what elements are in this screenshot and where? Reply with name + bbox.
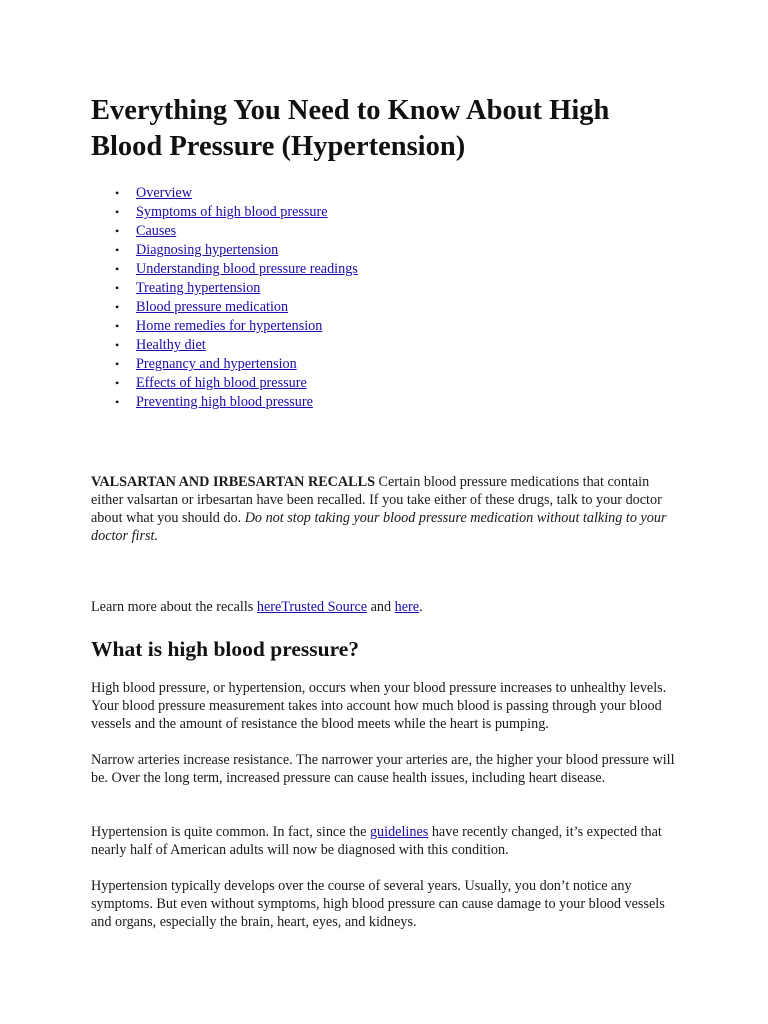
- toc-item-pregnancy: [91, 355, 651, 374]
- table-of-contents: [91, 184, 651, 412]
- learn-more-paragraph: [91, 598, 681, 616]
- bullet-icon: •: [115, 395, 120, 409]
- toc-item-preventing: [91, 393, 651, 412]
- guidelines-link[interactable]: guidelines: [369, 824, 429, 840]
- toc-link-home-remedies[interactable]: Home remedies for hypertension: [136, 318, 323, 334]
- learn-more-prefix: Learn more about the recalls: [91, 599, 257, 615]
- bullet-icon: •: [115, 281, 120, 295]
- toc-item-causes: [91, 222, 651, 241]
- toc-item-home-remedies: [91, 317, 651, 336]
- toc-item-readings: [91, 260, 651, 279]
- section-heading: What is high blood pressure?: [91, 637, 360, 661]
- toc-link-medication[interactable]: Blood pressure medication: [136, 299, 289, 315]
- toc-link-pregnancy[interactable]: Pregnancy and hypertension: [136, 356, 297, 372]
- bullet-icon: •: [115, 357, 120, 371]
- paragraph-arteries: Narrow arteries increase resistance. The narrower your arteries are, the higher your blood pressure will be. Over the long term, increased pressure can cause health issues, including heart disease.: [91, 752, 675, 786]
- recall-notice: [91, 473, 681, 545]
- toc-link-effects[interactable]: Effects of high blood pressure: [136, 375, 307, 391]
- toc-link-overview[interactable]: Overview: [136, 185, 192, 201]
- p3-text-before: Hypertension is quite common. In fact, since the: [91, 824, 370, 840]
- toc-item-overview: [91, 184, 651, 203]
- toc-link-preventing[interactable]: Preventing high blood pressure: [136, 394, 313, 410]
- bullet-icon: •: [115, 300, 120, 314]
- recall-link-here-2[interactable]: here: [394, 599, 420, 615]
- toc-link-diet[interactable]: Healthy diet: [136, 337, 206, 353]
- bullet-icon: •: [115, 186, 120, 200]
- bullet-icon: •: [115, 262, 120, 276]
- toc-link-symptoms[interactable]: Symptoms of high blood pressure: [136, 204, 328, 220]
- toc-link-readings[interactable]: Understanding blood pressure readings: [136, 261, 358, 277]
- page-title: Everything You Need to Know About High Blood Pressure (Hypertension): [91, 95, 610, 162]
- toc-item-treating: [91, 279, 651, 298]
- toc-item-medication: [91, 298, 651, 317]
- paragraph-prevalence: [91, 823, 681, 859]
- recall-heading: VALSARTAN AND IRBESARTAN RECALLS: [91, 474, 375, 490]
- bullet-icon: •: [115, 319, 120, 333]
- learn-more-middle: and: [367, 599, 395, 615]
- recall-link-here[interactable]: here: [256, 599, 282, 615]
- toc-link-diagnosing[interactable]: Diagnosing hypertension: [136, 242, 279, 258]
- toc-item-effects: [91, 374, 651, 393]
- recall-text: Certain blood pressure medications that contain either valsartan or irbesartan have been recalled. If you take either of these drugs, talk to your doctor about what you should do.: [91, 474, 662, 526]
- paragraph-development: Hypertension typically develops over the course of several years. Usually, you don’t notice any symptoms. But even without symptoms, high blood pressure can cause damage to your blood vessels and organs, especially the brain, heart, eyes, and kidneys.: [91, 878, 665, 930]
- toc-item-diagnosing: [91, 241, 651, 260]
- bullet-icon: •: [115, 224, 120, 238]
- learn-more-suffix: .: [419, 599, 423, 615]
- toc-item-symptoms: [91, 203, 651, 222]
- toc-link-causes[interactable]: Causes: [136, 223, 177, 239]
- bullet-icon: •: [115, 376, 120, 390]
- p3-text-after: have recently changed, it’s expected that nearly half of American adults will now be diagnosed with this condition.: [91, 824, 662, 858]
- trusted-source-link[interactable]: Trusted Source: [281, 599, 368, 615]
- toc-link-treating[interactable]: Treating hypertension: [136, 280, 261, 296]
- bullet-icon: •: [115, 243, 120, 257]
- bullet-icon: •: [115, 205, 120, 219]
- toc-item-diet: [91, 336, 651, 355]
- bullet-icon: •: [115, 338, 120, 352]
- recall-warning: Do not stop taking your blood pressure medication without talking to your doctor first.: [91, 510, 667, 544]
- paragraph-definition: High blood pressure, or hypertension, occurs when your blood pressure increases to unhealthy levels. Your blood pressure measurement takes into account how much blood is passing through your blood vessels and the amount of resistance the blood meets while the heart is pumping.: [91, 680, 667, 732]
